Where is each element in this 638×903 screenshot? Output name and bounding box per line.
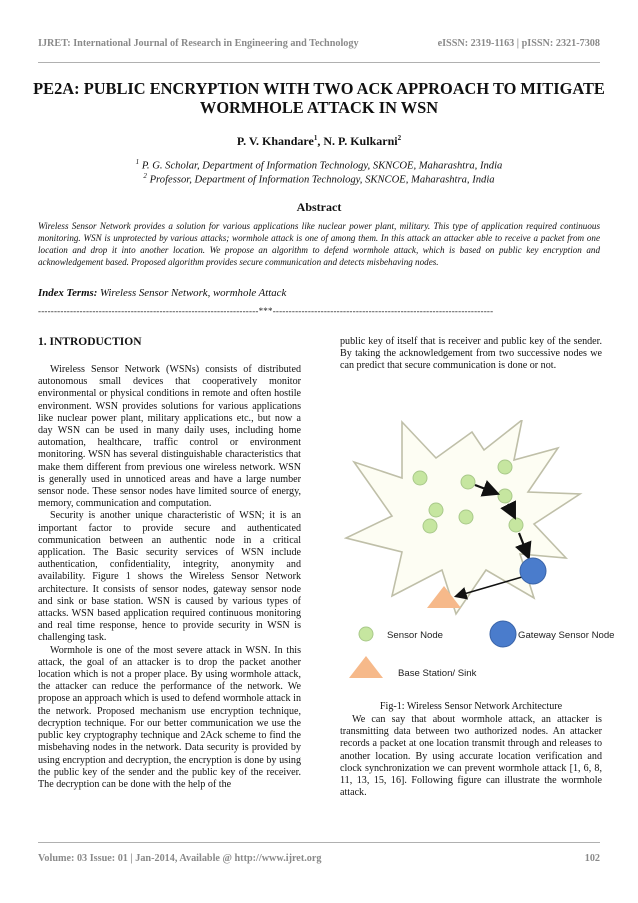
sensor-node: [461, 475, 475, 489]
legend-sensor-node-swatch: [359, 627, 373, 641]
wsn-architecture-figure: [344, 420, 620, 690]
right-column-bottom: [340, 714, 602, 799]
affiliation-1-text: P. G. Scholar, Department of Information Technology, SKNCOE, Maharashtra, India: [141, 160, 503, 172]
sensor-node: [498, 460, 512, 474]
legend-base-station-swatch: [349, 656, 383, 678]
footer-volume: Volume: 03 Issue: 01 | Jan-2014, Available @ http://www.ijret.org: [38, 853, 322, 864]
left-column: [38, 364, 301, 791]
abstract-text: Wireless Sensor Network provides a solution for various applications like nuclear power plant, military. This type of application required continuous monitoring. WSN is unprotected by various attacks; wormhole attack is one of among them. In this attack an attacker able to receive a packet from one location and drop it into another location. We propose an algorithm to defend wormhole attack, which is based on public key encryption and acknowledgement based. Proposed algorithm provides secure communication and detects misbehaving nodes.: [38, 221, 600, 267]
paragraph: Wormhole is one of the most severe attack in WSN. In this attack, the goal of an attacker is to drop the packet another location which is not a proper place. By using wormhole attack, the attacker can reduce the performance of the network. We propose an approach which is used to defend wormhole attack in the network. Proposed mechanism use encryption technique, decryption technique. For our better communication we use the public key cryptography technique and 2Ack scheme to find the misbehaving nodes in the network. Data security is provided by using encryption and decryption, the encryption is done by using the public key of the sender and the public key of the receiver. The decryption can be done with the help of the: [38, 644, 301, 790]
sensor-node: [429, 503, 443, 517]
legend-sensor-node-label: Sensor Node: [387, 630, 443, 641]
paper-title: PE2A: PUBLIC ENCRYPTION WITH TWO ACK APPROACH TO MITIGATE WORMHOLE ATTACK IN WSN: [33, 79, 605, 117]
figure-caption: Fig-1: Wireless Sensor Network Architecture: [379, 701, 563, 712]
affiliation-2: [0, 172, 638, 186]
sensor-node: [509, 518, 523, 532]
legend-gateway-label: Gateway Sensor Node: [518, 630, 615, 641]
author-2-sup: 2: [397, 134, 402, 142]
page-number: 102: [584, 853, 600, 864]
section-heading-introduction: 1. INTRODUCTION: [38, 336, 142, 348]
legend-gateway-swatch: [490, 621, 516, 647]
right-column-top: [340, 336, 602, 373]
paragraph: public key of itself that is receiver and public key of the sender. By taking the acknowledgement from two successive nodes we can predict that secure communication is done or not.: [340, 336, 602, 372]
paragraph: Wireless Sensor Network (WSNs) consists of distributed autonomous small devices that cooperatively monitor environmental or physical conditions in remote and often hostile environment. WSN provides solutions for various applications like nuclear power plant, military applications etc., but now a day WSN can be used in many daily uses, including home automation, healthcare, traffic control or environment monitoring. WSN has several distinguishable characteristics that make them different from previous one wireless network. WSN is generally used in unnoticed areas and have a large number sensor node. These sensor nodes have limited source of energy, memory, communication and computation.: [38, 364, 301, 510]
legend-base-station-label: Base Station/ Sink: [398, 668, 477, 679]
affiliation-2-sup: 2: [143, 172, 147, 180]
index-terms-label: Index Terms:: [38, 287, 98, 299]
sensor-node: [498, 489, 512, 503]
affiliation-1: [0, 158, 638, 172]
affiliation-2-text: Professor, Department of Information Technology, SKNCOE, Maharashtra, India: [149, 174, 495, 186]
abstract-heading: Abstract: [296, 200, 342, 214]
header-rule: [38, 62, 600, 63]
sensor-node: [423, 519, 437, 533]
section-separator: ---------------------------------------------------------------------***---------------------------------------------------------------------: [38, 306, 494, 316]
journal-name: IJRET: International Journal of Research in Engineering and Technology: [38, 38, 359, 49]
running-footer: [38, 853, 600, 864]
sensor-node: [459, 510, 473, 524]
issn: eISSN: 2319-1163 | pISSN: 2321-7308: [437, 38, 600, 49]
authors: [0, 134, 638, 149]
author-2: N. P. Kulkarni: [323, 134, 398, 148]
author-1-sup: 1: [313, 134, 318, 142]
author-separator: ,: [317, 134, 324, 148]
index-terms: [38, 287, 286, 299]
running-header: [38, 38, 600, 49]
paragraph: We can say that about wormhole attack, an attacker is transmitting data between two authorized nodes. An attacker records a packet at one location transmit through and releases to another location. By using accurate location verification and clock synchronization we can prevent wormhole attack [1, 6, 8, 11, 13, 15, 16]. Following figure can illustrate the wormhole attack.: [340, 714, 602, 799]
gateway-sensor-node: [520, 558, 546, 584]
author-1: P. V. Khandare: [236, 134, 314, 148]
sensor-node: [413, 471, 427, 485]
paragraph: Security is another unique characteristic of WSN; it is an important factor to provide secure and authenticated communication between an authentic node in a critical application. The Basic security services of WSN include authentication, confidentiality, integrity, anonymity and availability. Figure 1 shows the Wireless Sensor Network architecture. It consists of sensor nodes, gateway sensor node and sink or base station. WSN is caused by various types of attacks. WSN based application required continuous monitoring and real time response, hence to provide security in WSN is challenging task.: [38, 510, 301, 644]
footer-rule: [38, 842, 600, 843]
affiliation-1-sup: 1: [135, 158, 140, 166]
index-terms-value: Wireless Sensor Network, wormhole Attack: [100, 287, 287, 299]
